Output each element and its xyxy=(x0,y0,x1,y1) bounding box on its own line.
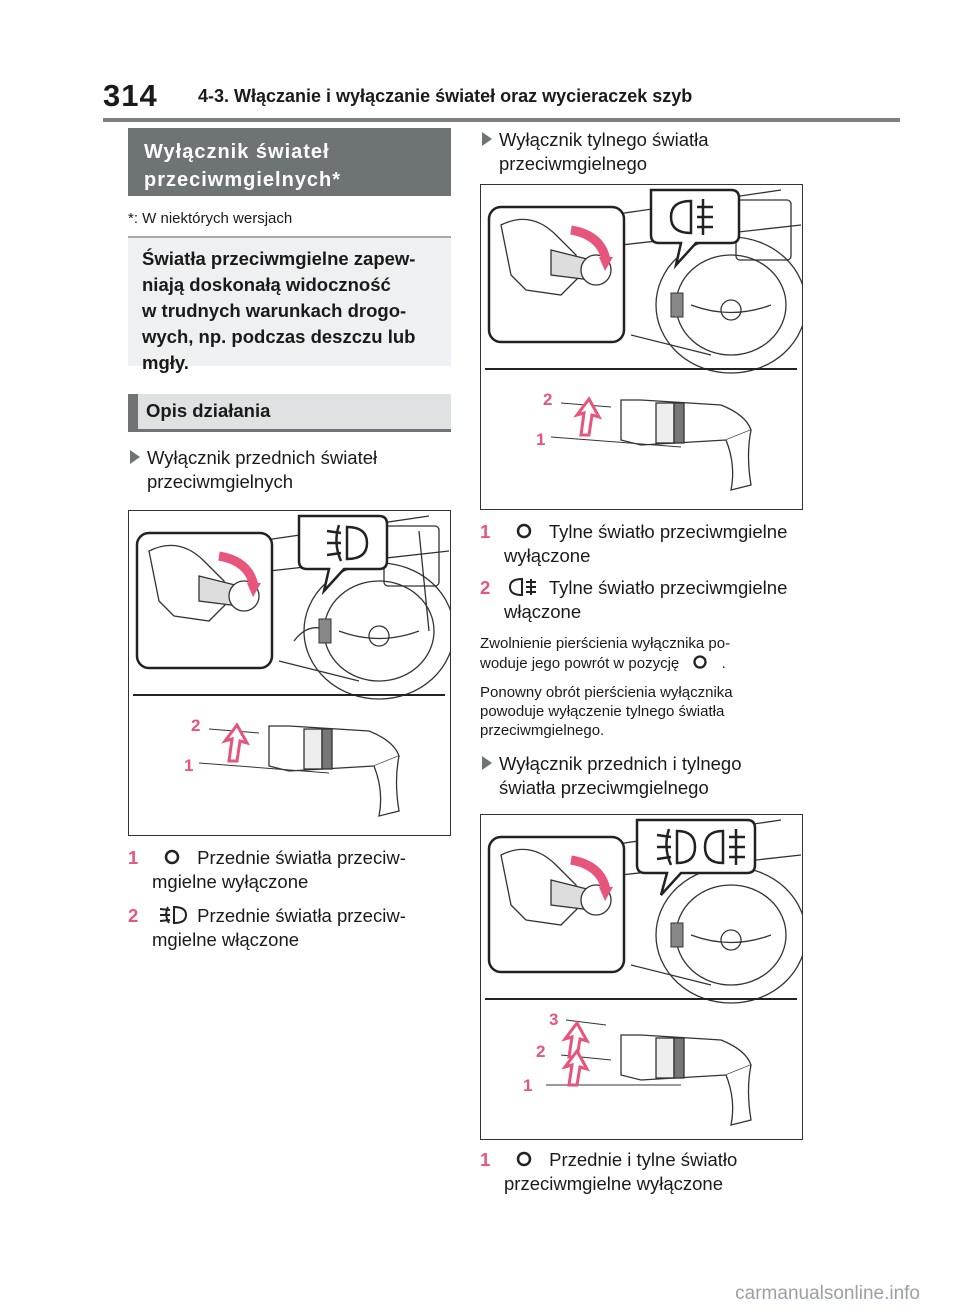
note-line: Ponowny obrót pierścienia wyłącznika xyxy=(480,684,733,701)
right-column xyxy=(480,128,803,1196)
item-number: 1 xyxy=(480,521,491,542)
figure-label-1: 1 xyxy=(184,756,194,775)
footnote: *: W niektórych wersjach xyxy=(128,210,293,227)
watermark: carmanualsonline.info xyxy=(735,1283,920,1304)
intro-line: mgły. xyxy=(142,352,189,373)
figure-label-1: 1 xyxy=(536,430,546,449)
list-item-front-off xyxy=(128,846,451,894)
list-item-rear-off xyxy=(480,520,803,568)
bullet-line: Wyłącznik przednich i tylnego xyxy=(499,753,742,774)
list-item-front-rear-off xyxy=(480,1148,803,1196)
figure-label-2: 2 xyxy=(536,1042,546,1061)
header-rule xyxy=(103,118,900,122)
figure-front-fog-switch xyxy=(128,510,451,836)
off-position-icon xyxy=(152,847,192,867)
item-number: 2 xyxy=(480,577,491,598)
speech-bubble xyxy=(651,190,739,265)
bullet-front-rear-fog xyxy=(480,752,803,800)
list-item-rear-on xyxy=(480,576,803,624)
page-number: 314 xyxy=(103,78,158,113)
bullet-front-fog xyxy=(128,446,451,494)
triangle-bullet-icon xyxy=(482,132,492,146)
front-fog-illustration xyxy=(129,511,450,835)
intro-box xyxy=(128,236,451,373)
off-position-icon xyxy=(504,1149,544,1169)
item-text: Przednie i tylne światło xyxy=(549,1149,738,1170)
note-line: przeciwmgielnego. xyxy=(480,722,605,739)
bullet-line: Wyłącznik tylnego światła xyxy=(499,129,709,150)
item-text: Tylne światło przeciwmgielne xyxy=(548,577,788,598)
item-text: mgielne wyłączone xyxy=(152,871,309,892)
front-fog-light-icon xyxy=(152,905,192,925)
item-text: Przednie światła przeciw- xyxy=(197,847,406,868)
note-line: powoduje wyłączenie tylnego światła xyxy=(480,703,725,720)
section-title: Opis działania xyxy=(128,394,451,432)
bullet-line: Wyłącznik przednich świateł xyxy=(147,447,378,468)
item-text: włączone xyxy=(504,601,582,622)
off-position-icon xyxy=(504,521,544,541)
note-line: Zwolnienie pierścienia wyłącznika po- xyxy=(480,635,731,652)
note-release xyxy=(480,634,803,673)
item-text: wyłączone xyxy=(504,545,591,566)
left-column xyxy=(128,128,451,952)
note-rotate-again xyxy=(480,683,803,740)
intro-line: w trudnych warunkach drogo- xyxy=(142,300,407,321)
figure-label-3: 3 xyxy=(549,1010,559,1029)
bullet-rear-fog xyxy=(480,128,803,176)
bullet-line: przeciwmgielnego xyxy=(499,153,648,174)
figure-rear-fog-switch xyxy=(480,184,803,510)
item-text: mgielne włączone xyxy=(152,929,300,950)
item-text: przeciwmgielne wyłączone xyxy=(504,1173,724,1194)
rear-fog-illustration xyxy=(481,185,802,509)
figure-label-1: 1 xyxy=(523,1076,533,1095)
intro-line: niają doskonałą widoczność xyxy=(142,274,391,295)
list-item-front-on xyxy=(128,904,451,952)
note-line: . xyxy=(721,655,726,672)
figure-label-2: 2 xyxy=(543,390,553,409)
item-number: 1 xyxy=(128,847,139,868)
triangle-bullet-icon xyxy=(482,756,492,770)
section-heading xyxy=(128,128,451,196)
bullet-line: światła przeciwmgielnego xyxy=(499,777,709,798)
intro-line: wych, np. podczas deszczu lub xyxy=(142,326,416,347)
intro-line: Światła przeciwmgielne zapew- xyxy=(142,248,416,269)
heading-line: Wyłącznik świateł xyxy=(144,141,330,163)
item-text: Przednie światła przeciw- xyxy=(197,905,406,926)
bullet-line: przeciwmgielnych xyxy=(147,471,293,492)
front-rear-fog-illustration xyxy=(481,815,802,1139)
figure-label-2: 2 xyxy=(191,716,201,735)
item-number: 1 xyxy=(480,1149,491,1170)
figure-front-rear-fog-switch xyxy=(480,814,803,1140)
triangle-bullet-icon xyxy=(130,450,140,464)
item-number: 2 xyxy=(128,905,139,926)
speech-bubble xyxy=(299,516,387,591)
off-position-icon xyxy=(683,653,717,671)
heading-line: przeciwmgielnych* xyxy=(144,169,342,191)
rear-fog-light-icon xyxy=(504,577,544,597)
note-line: woduje jego powrót w pozycję xyxy=(480,655,680,672)
item-text: Tylne światło przeciwmgielne xyxy=(548,521,788,542)
chapter-title: 4-3. Włączanie i wyłączanie świateł oraz wycieraczek szyb xyxy=(198,86,693,106)
